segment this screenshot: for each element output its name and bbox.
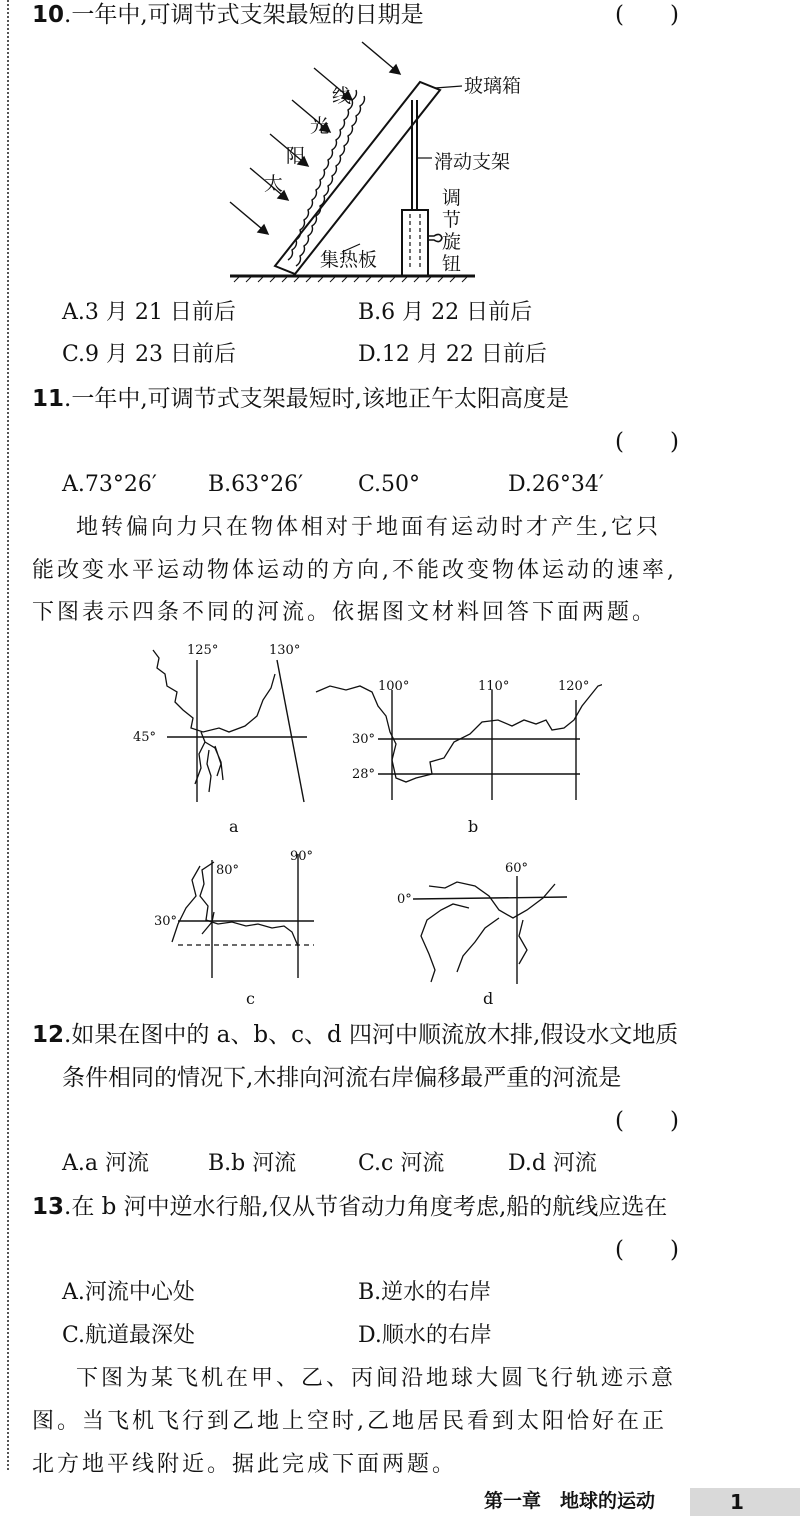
question-number: 12	[32, 1022, 65, 1048]
intro-line-1: 地转偏向力只在物体相对于地面有运动时才产生,它只	[76, 515, 661, 540]
q11-option-b[interactable]: B.63°26′	[208, 472, 304, 497]
meridian-130	[277, 660, 304, 802]
river-map-c	[150, 846, 330, 1010]
question-13	[32, 1192, 667, 1222]
q13-option-b[interactable]: B.逆水的右岸	[358, 1280, 492, 1305]
lon-label-90: 90°	[290, 849, 314, 864]
sunlight-char-3: 光	[310, 115, 330, 137]
adjust-knob	[428, 234, 442, 241]
lon-label-125: 125°	[187, 643, 219, 658]
intro-line-2: 能改变水平运动物体运动的方向,不能改变物体运动的速率,	[32, 558, 677, 583]
intro2-line-1: 下图为某飞机在甲、乙、丙间沿地球大圆飞行轨迹示意	[76, 1366, 677, 1391]
label-glass-box: 玻璃箱	[464, 75, 522, 97]
collector-plate-inner	[296, 96, 365, 266]
question-text: .一年中,可调节式支架最短的日期是	[64, 2, 424, 28]
lon-label-120: 120°	[558, 679, 590, 694]
q13-option-c[interactable]: C.航道最深处	[62, 1323, 196, 1348]
lon-label-100: 100°	[378, 679, 410, 694]
sunlight-char-4: 线	[332, 85, 352, 107]
q10-option-a[interactable]: A.3 月 21 日前后	[62, 300, 236, 325]
map-caption-d: d	[483, 989, 494, 1008]
q11-option-d[interactable]: D.26°34′	[508, 472, 604, 497]
binding-margin-line	[7, 0, 9, 1470]
label-knob-1: 调	[442, 187, 462, 209]
lat-label-28: 28°	[352, 767, 376, 782]
river-a-branches	[195, 732, 223, 792]
lon-label-80: 80°	[216, 863, 240, 878]
q12-option-a[interactable]: A.a 河流	[62, 1151, 149, 1176]
question-12	[32, 1020, 678, 1050]
question-10	[32, 0, 424, 30]
solar-heater-diagram	[220, 38, 540, 288]
question-text: .如果在图中的 a、b、c、d 四河中顺流放木排,假设水文地质	[64, 1022, 679, 1048]
q12-option-b[interactable]: B.b 河流	[208, 1151, 297, 1176]
lat-label-30: 30°	[352, 732, 376, 747]
q13-option-a[interactable]: A.河流中心处	[62, 1280, 195, 1305]
q13-option-d[interactable]: D.顺水的右岸	[358, 1323, 492, 1348]
q11-option-c[interactable]: C.50°	[358, 472, 421, 497]
sunlight-char-2: 阳	[286, 145, 306, 167]
question-text: .一年中,可调节式支架最短时,该地正午太阳高度是	[64, 386, 569, 412]
map-caption-a: a	[229, 817, 239, 836]
leader-glass-box	[435, 86, 462, 88]
question-number: 13	[32, 1194, 65, 1220]
map-caption-b: b	[468, 817, 479, 836]
label-sliding-support: 滑动支架	[434, 151, 511, 173]
intro2-line-2: 图。当飞机飞行到乙地上空时,乙地居民看到太阳恰好在正	[32, 1409, 667, 1434]
sunlight-char-1: 太	[264, 173, 284, 195]
answer-bracket: ( )	[615, 1237, 679, 1263]
support-base	[402, 210, 428, 276]
question-11	[32, 384, 569, 414]
map-caption-c: c	[246, 989, 255, 1008]
lon-label-60: 60°	[505, 861, 529, 876]
river-a-main	[153, 650, 275, 732]
river-map-b	[312, 676, 602, 840]
q10-option-c[interactable]: C.9 月 23 日前后	[62, 342, 237, 367]
river-map-d	[395, 858, 575, 1010]
question-number: 10	[32, 2, 65, 28]
lat-label-45: 45°	[133, 730, 157, 745]
answer-bracket: ( )	[615, 1108, 679, 1134]
answer-bracket: ( )	[615, 2, 679, 28]
sunlight-arrows	[230, 42, 400, 234]
answer-bracket: ( )	[615, 429, 679, 455]
question-number: 11	[32, 386, 65, 412]
lat-label-30: 30°	[154, 914, 178, 929]
lon-label-130: 130°	[269, 643, 301, 658]
page-number: 1	[690, 1488, 800, 1516]
intro-line-3: 下图表示四条不同的河流。依据图文材料回答下面两题。	[32, 600, 658, 625]
label-knob-4: 钮	[442, 253, 462, 275]
q11-option-a[interactable]: A.73°26′	[62, 472, 157, 497]
label-knob-3: 旋	[442, 231, 462, 253]
q10-option-b[interactable]: B.6 月 22 日前后	[358, 300, 533, 325]
q12-option-c[interactable]: C.c 河流	[358, 1151, 445, 1176]
q12-option-d[interactable]: D.d 河流	[508, 1151, 597, 1176]
lat-label-0: 0°	[397, 892, 412, 907]
question-12-line-2: 条件相同的情况下,木排向河流右岸偏移最严重的河流是	[62, 1065, 622, 1091]
lon-label-110: 110°	[478, 679, 510, 694]
footer-chapter-title: 第一章 地球的运动	[484, 1490, 656, 1512]
label-collector-plate: 集热板	[320, 249, 378, 271]
q10-option-d[interactable]: D.12 月 22 日前后	[358, 342, 547, 367]
label-knob-2: 节	[442, 209, 462, 231]
question-text: .在 b 河中逆水行船,仅从节省动力角度考虑,船的航线应选在	[64, 1194, 668, 1220]
intro2-line-3: 北方地平线附近。据此完成下面两题。	[32, 1452, 458, 1477]
river-map-a	[125, 640, 315, 840]
